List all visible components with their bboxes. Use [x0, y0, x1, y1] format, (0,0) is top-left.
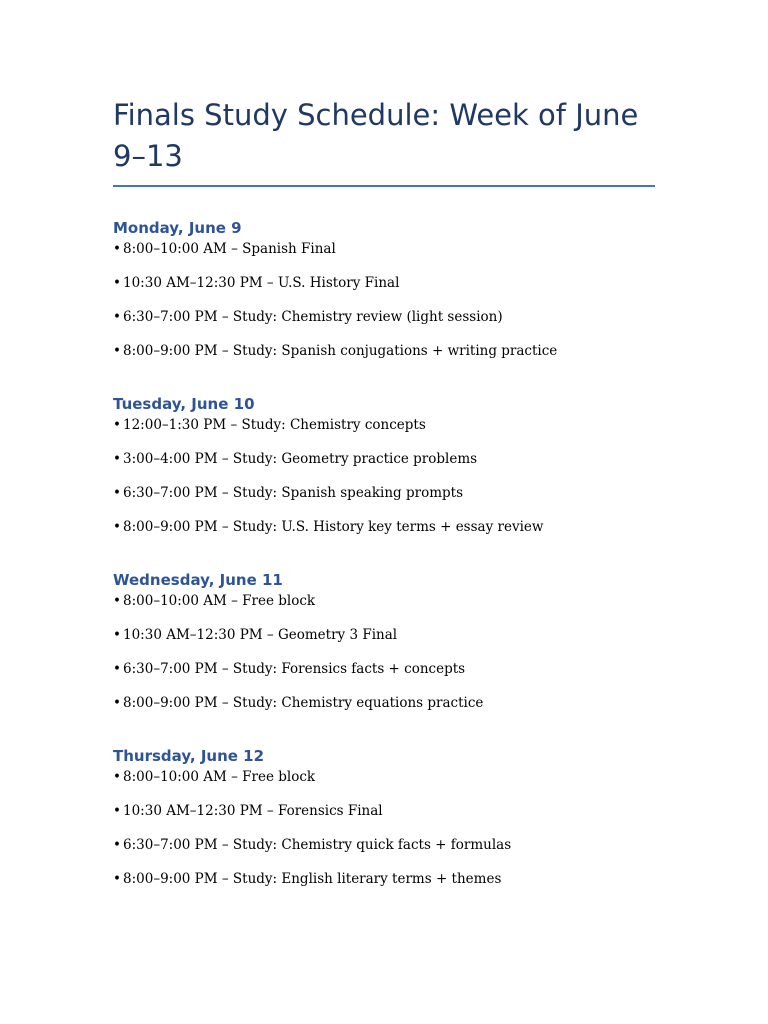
- document-page: [113, 95, 655, 888]
- bullet-icon: •: [113, 451, 121, 467]
- schedule-item: [113, 274, 655, 292]
- day-section-wednesday: [113, 570, 655, 712]
- schedule-item: [113, 660, 655, 678]
- bullet-icon: •: [113, 519, 121, 535]
- schedule-item-text: 10:30 AM–12:30 PM – Geometry 3 Final: [123, 627, 398, 643]
- schedule-item-text: 8:00–9:00 PM – Study: English literary terms + themes: [123, 871, 502, 887]
- schedule-item: [113, 592, 655, 610]
- bullet-icon: •: [113, 871, 121, 887]
- schedule-item-text: 6:30–7:00 PM – Study: Chemistry quick facts + formulas: [123, 837, 512, 853]
- schedule-item: [113, 518, 655, 536]
- bullet-icon: •: [113, 695, 121, 711]
- bullet-icon: •: [113, 627, 121, 643]
- bullet-icon: •: [113, 343, 121, 359]
- day-heading: Wednesday, June 11: [113, 571, 283, 589]
- day-heading: Tuesday, June 10: [113, 395, 255, 413]
- schedule-item-text: 8:00–9:00 PM – Study: Chemistry equations practice: [123, 695, 484, 711]
- schedule-item: [113, 870, 655, 888]
- bullet-icon: •: [113, 275, 121, 291]
- schedule-item-text: 8:00–10:00 AM – Spanish Final: [123, 241, 336, 257]
- schedule-item-text: 10:30 AM–12:30 PM – U.S. History Final: [123, 275, 400, 291]
- schedule-item: [113, 450, 655, 468]
- schedule-item: [113, 694, 655, 712]
- bullet-icon: •: [113, 593, 121, 609]
- bullet-icon: •: [113, 661, 121, 677]
- schedule-item: [113, 308, 655, 326]
- schedule-item-text: 6:30–7:00 PM – Study: Spanish speaking prompts: [123, 485, 464, 501]
- schedule-item: [113, 342, 655, 360]
- day-section-tuesday: [113, 394, 655, 536]
- schedule-item: [113, 416, 655, 434]
- schedule-item-text: 8:00–10:00 AM – Free block: [123, 769, 316, 785]
- bullet-icon: •: [113, 309, 121, 325]
- bullet-icon: •: [113, 485, 121, 501]
- day-section-thursday: [113, 746, 655, 888]
- bullet-icon: •: [113, 241, 121, 257]
- schedule-item: [113, 768, 655, 786]
- schedule-item: [113, 626, 655, 644]
- bullet-icon: •: [113, 769, 121, 785]
- schedule-item-text: 10:30 AM–12:30 PM – Forensics Final: [123, 803, 383, 819]
- schedule-item: [113, 484, 655, 502]
- bullet-icon: •: [113, 803, 121, 819]
- bullet-icon: •: [113, 417, 121, 433]
- schedule-item: [113, 802, 655, 820]
- schedule-item: [113, 240, 655, 258]
- schedule-item-text: 6:30–7:00 PM – Study: Chemistry review (light session): [123, 309, 503, 325]
- schedule-item-text: 12:00–1:30 PM – Study: Chemistry concepts: [123, 417, 426, 433]
- document-title: Finals Study Schedule: Week of June 9–13: [113, 95, 655, 187]
- bullet-icon: •: [113, 837, 121, 853]
- day-heading: Monday, June 9: [113, 219, 242, 237]
- schedule-item-text: 3:00–4:00 PM – Study: Geometry practice problems: [123, 451, 478, 467]
- schedule-item-text: 6:30–7:00 PM – Study: Forensics facts + concepts: [123, 661, 466, 677]
- day-heading: Thursday, June 12: [113, 747, 265, 765]
- schedule-item-text: 8:00–9:00 PM – Study: Spanish conjugations + writing practice: [123, 343, 558, 359]
- schedule-item-text: 8:00–10:00 AM – Free block: [123, 593, 316, 609]
- schedule-item-text: 8:00–9:00 PM – Study: U.S. History key terms + essay review: [123, 519, 544, 535]
- day-section-monday: [113, 218, 655, 360]
- schedule-item: [113, 836, 655, 854]
